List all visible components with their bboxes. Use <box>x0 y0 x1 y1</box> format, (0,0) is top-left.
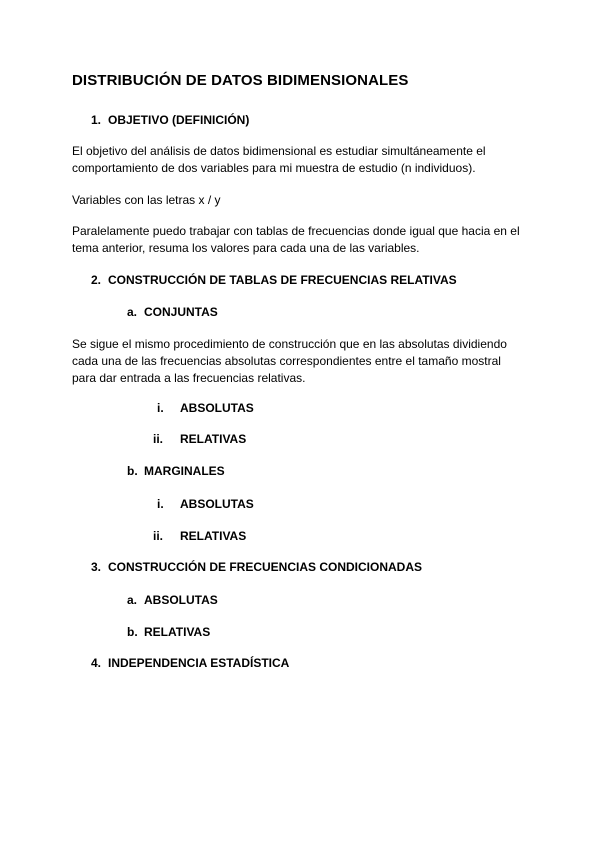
item-number: i. <box>157 401 164 415</box>
section-heading-condicionadas <box>91 560 422 574</box>
paragraph-conjuntas <box>72 336 532 387</box>
subsection-title: MARGINALES <box>144 464 225 478</box>
subsection-heading-conjuntas <box>127 305 218 319</box>
subsection-number: a. <box>127 593 138 607</box>
document-title: DISTRIBUCIÓN DE DATOS BIDIMENSIONALES <box>72 72 409 89</box>
subsection-number: b. <box>127 464 138 478</box>
paragraph-line: Variables con las letras x / y <box>72 193 221 207</box>
section-number: 4. <box>91 656 102 670</box>
item-heading-absolutas <box>157 401 254 415</box>
subsection-heading-marginales <box>127 464 225 478</box>
section-number: 1. <box>91 113 102 127</box>
paragraph-line: El objetivo del análisis de datos bidimensional es estudiar simultáneamente el <box>72 144 486 158</box>
subsection-number: b. <box>127 625 138 639</box>
section-title: CONSTRUCCIÓN DE FRECUENCIAS CONDICIONADAS <box>108 560 423 574</box>
paragraph-variables <box>72 192 532 209</box>
paragraph-line: Paralelamente puedo trabajar con tablas de frecuencias donde igual que hacia en el <box>72 224 520 238</box>
section-title: CONSTRUCCIÓN DE TABLAS DE FRECUENCIAS RELATIVAS <box>108 273 457 287</box>
subsection-heading-relativas <box>127 625 210 639</box>
section-title: OBJETIVO (DEFINICIÓN) <box>108 113 250 127</box>
section-number: 3. <box>91 560 102 574</box>
paragraph-tablas <box>72 223 532 257</box>
paragraph-line: tema anterior, resuma los valores para cada una de las variables. <box>72 241 420 255</box>
paragraph-line: cada una de las frecuencias absolutas correspondientes entre el tamaño mostral <box>72 354 501 368</box>
item-heading-relativas <box>153 529 246 543</box>
item-heading-absolutas <box>157 497 254 511</box>
item-title: RELATIVAS <box>180 529 247 543</box>
item-title: ABSOLUTAS <box>180 401 254 415</box>
subsection-title: ABSOLUTAS <box>144 593 218 607</box>
section-heading-independencia <box>91 656 289 670</box>
section-heading-objetivo <box>91 113 249 127</box>
subsection-heading-absolutas <box>127 593 218 607</box>
item-number: ii. <box>153 529 164 543</box>
item-heading-relativas <box>153 432 246 446</box>
item-title: RELATIVAS <box>180 432 247 446</box>
item-number: i. <box>157 497 164 511</box>
section-number: 2. <box>91 273 102 287</box>
paragraph-line: Se sigue el mismo procedimiento de construcción que en las absolutas dividiendo <box>72 337 507 351</box>
paragraph-objetivo <box>72 143 532 177</box>
item-title: ABSOLUTAS <box>180 497 254 511</box>
section-title: INDEPENDENCIA ESTADÍSTICA <box>108 656 290 670</box>
subsection-title: RELATIVAS <box>144 625 211 639</box>
paragraph-line: para dar entrada a las frecuencias relativas. <box>72 371 306 385</box>
subsection-number: a. <box>127 305 138 319</box>
item-number: ii. <box>153 432 164 446</box>
section-heading-tablas-relativas <box>91 273 457 287</box>
paragraph-line: comportamiento de dos variables para mi muestra de estudio (n individuos). <box>72 161 476 175</box>
subsection-title: CONJUNTAS <box>144 305 218 319</box>
